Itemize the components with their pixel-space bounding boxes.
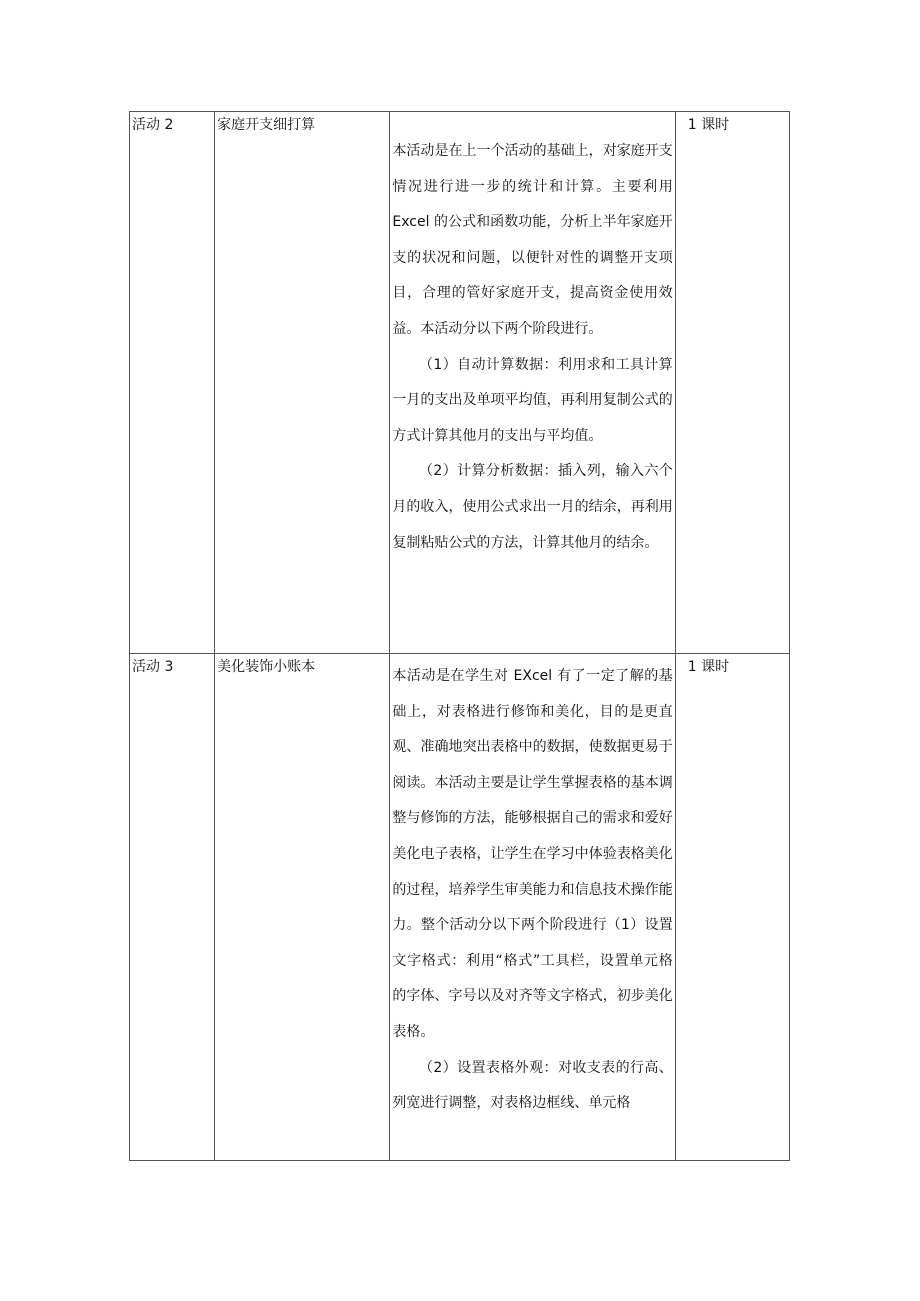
table-row	[130, 654, 790, 1161]
description-step-1: （1）自动计算数据：利用求和工具计算一月的支出及单项平均值，再利用复制公式的方式计算其他月的支出与平均值。	[392, 356, 673, 444]
description-intro: 本活动是在学生对 EXcel 有了一定了解的基础上，对表格进行修饰和美化，目的是更直观、准确地突出表格中的数据，使数据更易于阅读。本活动主要是让学生掌握表格的基本调整与修饰的方法，能够根据自己的需求和爱好美化电子表格，让学生在学习中体验表格美化的过程，培养学生审美能力和信息技术操作能力。整个活动分以下两个阶段进行（1）设置文字格式：利用“格式”工具栏，设置单元格的字体、字号以及对齐等文字格式，初步美化表格。	[392, 668, 673, 1040]
title-cell	[215, 654, 390, 1161]
activity-description	[390, 654, 674, 1128]
activity-cell	[130, 654, 215, 1161]
description-step-2: （2）计算分析数据：插入列，输入六个月的收入，使用公式求出一月的结余，再利用复制粘贴公式的方法，计算其他月的结余。	[392, 463, 673, 551]
table-row	[130, 112, 790, 654]
description-cell	[390, 112, 675, 654]
activity-label: 活动 2	[132, 117, 174, 133]
description-intro: 本活动是在上一个活动的基础上，对家庭开支情况进行进一步的统计和计算。主要利用 Excel 的公式和函数功能，分析上半年家庭开支的状况和问题，以便针对性的调整开支项目，合理的管好家庭开支，提高资金使用效益。本活动分以下两个阶段进行。	[392, 143, 673, 337]
hours-cell	[675, 654, 789, 1161]
activity-title: 家庭开支细打算	[217, 117, 316, 133]
activity-table	[129, 111, 790, 1161]
activity-description	[390, 112, 674, 567]
title-cell	[215, 112, 390, 654]
activity-title: 美化装饰小账本	[217, 659, 316, 675]
description-step-2: （2）设置表格外观：对收支表的行高、列宽进行调整，对表格边框线、单元格	[392, 1059, 673, 1112]
class-hours: 1 课时	[687, 117, 730, 133]
class-hours: 1 课时	[687, 659, 730, 675]
description-cell	[390, 654, 675, 1161]
hours-cell	[675, 112, 789, 654]
activity-cell	[130, 112, 215, 654]
activity-label: 活动 3	[132, 659, 174, 675]
